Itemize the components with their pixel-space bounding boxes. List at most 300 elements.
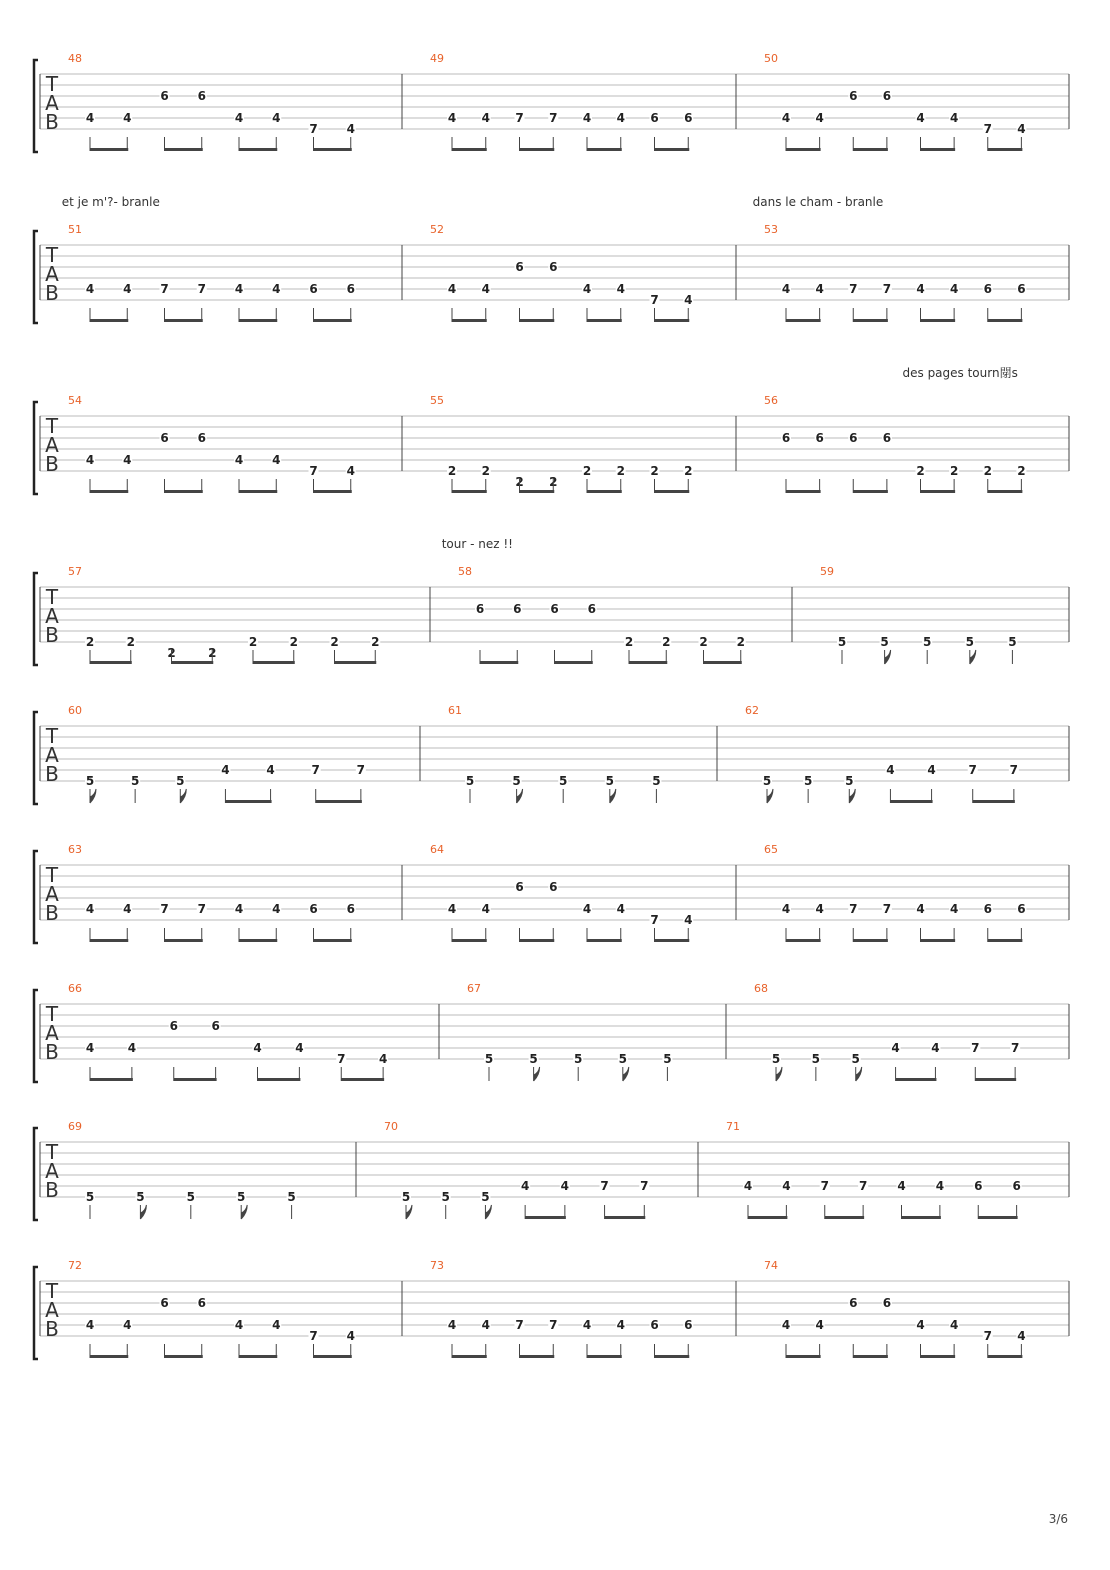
fret-number: 5 xyxy=(837,635,847,649)
fret-number: 5 xyxy=(574,1052,583,1066)
fret-number: 4 xyxy=(815,282,824,296)
tab-clef-letter: A xyxy=(45,743,59,767)
fret-number: 4 xyxy=(234,282,244,296)
fret-number: 2 xyxy=(736,635,745,649)
fret-number: 4 xyxy=(782,1179,791,1193)
fret-number: 4 xyxy=(815,902,824,916)
measure-number: 71 xyxy=(726,1120,740,1133)
note-beam xyxy=(786,148,821,151)
note-beam xyxy=(555,661,593,664)
fret-number: 6 xyxy=(197,1296,206,1310)
measure-number: 64 xyxy=(430,843,444,856)
note-beam xyxy=(605,1216,646,1219)
fret-number: 5 xyxy=(811,1052,821,1066)
fret-number: 7 xyxy=(858,1179,868,1193)
note-beam xyxy=(480,661,518,664)
fret-number: 6 xyxy=(160,89,169,103)
measure-number: 58 xyxy=(458,565,472,578)
fret-number: 4 xyxy=(85,902,95,916)
fret-number: 2 xyxy=(248,635,258,649)
note-beam xyxy=(587,939,622,942)
fret-number: 7 xyxy=(882,282,892,296)
fret-number: 2 xyxy=(85,635,95,649)
measure-number: 60 xyxy=(68,704,82,717)
measure-number: 70 xyxy=(384,1120,398,1133)
note-beam xyxy=(975,1078,1016,1081)
note-flag xyxy=(856,1067,862,1081)
measure xyxy=(726,1120,1022,1219)
measure xyxy=(430,1259,693,1358)
note-beam xyxy=(239,319,277,322)
note-beam xyxy=(655,939,690,942)
fret-number: 6 xyxy=(513,602,522,616)
fret-number: 4 xyxy=(582,1318,592,1332)
fret-number: 4 xyxy=(272,453,281,467)
measure xyxy=(68,565,380,664)
fret-number: 7 xyxy=(971,1041,980,1055)
fret-number: 4 xyxy=(346,464,355,478)
note-beam xyxy=(90,319,128,322)
note-beam xyxy=(520,148,555,151)
fret-number: 4 xyxy=(949,111,959,125)
note-beam xyxy=(520,490,555,493)
note-beam xyxy=(314,1355,352,1358)
fret-number: 5 xyxy=(605,774,614,788)
fret-number: 7 xyxy=(160,282,169,296)
fret-number: 2 xyxy=(662,635,671,649)
note-beam xyxy=(655,319,690,322)
note-beam xyxy=(165,939,203,942)
note-beam xyxy=(853,1355,888,1358)
fret-number: 4 xyxy=(234,902,244,916)
fret-number: 4 xyxy=(897,1179,906,1193)
fret-number: 4 xyxy=(916,1318,925,1332)
note-beam xyxy=(587,490,622,493)
fret-number: 6 xyxy=(211,1019,220,1033)
measure-number: 69 xyxy=(68,1120,82,1133)
note-beam xyxy=(314,490,352,493)
tab-system xyxy=(34,1259,1069,1359)
fret-number: 6 xyxy=(475,602,485,616)
fret-number: 6 xyxy=(983,902,992,916)
fret-number: 6 xyxy=(550,602,559,616)
fret-number: 6 xyxy=(1012,1179,1021,1193)
fret-number: 4 xyxy=(123,111,132,125)
measure xyxy=(68,394,356,493)
fret-number: 6 xyxy=(684,1318,693,1332)
measure xyxy=(430,843,693,942)
fret-number: 4 xyxy=(781,282,791,296)
note-beam xyxy=(520,939,555,942)
measure-number: 74 xyxy=(764,1259,778,1272)
system-bracket xyxy=(34,851,38,943)
measure-number: 52 xyxy=(430,223,444,236)
fret-number: 2 xyxy=(616,464,625,478)
fret-number: 4 xyxy=(123,1318,132,1332)
fret-number: 5 xyxy=(880,635,889,649)
fret-number: 5 xyxy=(652,774,661,788)
fret-number: 4 xyxy=(481,902,490,916)
note-flag xyxy=(241,1205,247,1219)
fret-number: 4 xyxy=(85,282,95,296)
fret-number: 4 xyxy=(481,111,490,125)
measure-number: 66 xyxy=(68,982,82,995)
tab-system xyxy=(34,982,1069,1082)
fret-number: 4 xyxy=(1017,1329,1026,1343)
note-beam xyxy=(748,1216,787,1219)
fret-number: 5 xyxy=(663,1052,672,1066)
fret-number: 7 xyxy=(882,902,892,916)
fret-number: 6 xyxy=(882,431,892,445)
note-beam xyxy=(704,661,742,664)
note-beam xyxy=(314,148,352,151)
system-bracket xyxy=(34,402,38,494)
measure-number: 68 xyxy=(754,982,768,995)
fret-number: 5 xyxy=(965,635,974,649)
note-beam xyxy=(452,1355,487,1358)
fret-number: 5 xyxy=(512,774,521,788)
fret-number: 4 xyxy=(935,1179,945,1193)
note-flag xyxy=(776,1067,782,1081)
measure-number: 72 xyxy=(68,1259,82,1272)
fret-number: 6 xyxy=(549,880,558,894)
fret-number: 6 xyxy=(197,431,206,445)
note-beam xyxy=(988,148,1023,151)
fret-number: 4 xyxy=(949,1318,959,1332)
measure xyxy=(764,223,1026,322)
fret-number: 4 xyxy=(272,902,281,916)
measure xyxy=(68,843,356,942)
fret-number: 5 xyxy=(803,774,813,788)
fret-number: 4 xyxy=(234,111,244,125)
tab-clef-letter: T xyxy=(45,1140,59,1164)
note-flag xyxy=(610,789,616,803)
fret-number: 2 xyxy=(624,635,634,649)
tab-system xyxy=(34,537,1069,665)
note-beam xyxy=(165,1355,203,1358)
fret-number: 4 xyxy=(616,1318,625,1332)
fret-number: 4 xyxy=(234,1318,244,1332)
fret-number: 6 xyxy=(781,431,791,445)
measure-number: 49 xyxy=(430,52,444,65)
note-beam xyxy=(921,319,956,322)
measure-number: 51 xyxy=(68,223,82,236)
measure xyxy=(754,982,1020,1081)
system-bracket xyxy=(34,1267,38,1359)
fret-number: 6 xyxy=(346,902,355,916)
fret-number: 4 xyxy=(949,902,959,916)
note-beam xyxy=(90,1078,133,1081)
fret-number: 2 xyxy=(481,464,490,478)
note-beam xyxy=(853,939,888,942)
measure xyxy=(68,704,366,803)
note-beam xyxy=(853,148,888,151)
system-bracket xyxy=(34,231,38,323)
fret-number: 7 xyxy=(849,902,858,916)
fret-number: 4 xyxy=(346,1329,355,1343)
fret-number: 5 xyxy=(441,1190,450,1204)
system-bracket xyxy=(34,60,38,152)
measure xyxy=(430,52,693,151)
note-beam xyxy=(853,490,888,493)
fret-number: 2 xyxy=(699,635,708,649)
note-beam xyxy=(825,1216,864,1219)
fret-number: 4 xyxy=(781,1318,791,1332)
fret-number: 4 xyxy=(346,122,355,136)
note-beam xyxy=(890,800,932,803)
note-beam xyxy=(978,1216,1017,1219)
note-beam xyxy=(655,148,690,151)
fret-number: 4 xyxy=(123,282,132,296)
page-number: 3/6 xyxy=(1048,1512,1068,1526)
note-beam xyxy=(335,661,377,664)
note-flag xyxy=(885,650,891,664)
note-flag xyxy=(140,1205,146,1219)
system-bracket xyxy=(34,712,38,804)
note-beam xyxy=(786,490,821,493)
fret-number: 2 xyxy=(167,646,176,660)
tab-clef-letter: B xyxy=(45,281,59,305)
note-beam xyxy=(452,148,487,151)
lyric-text: tour - nez !! xyxy=(441,537,513,551)
fret-number: 4 xyxy=(272,1318,281,1332)
fret-number: 5 xyxy=(176,774,185,788)
note-beam xyxy=(786,319,821,322)
measure xyxy=(764,394,1026,493)
note-beam xyxy=(314,319,352,322)
fret-number: 4 xyxy=(1017,122,1026,136)
note-beam xyxy=(90,148,128,151)
tab-clef-letter: B xyxy=(45,110,59,134)
note-beam xyxy=(90,661,132,664)
fret-number: 6 xyxy=(650,111,659,125)
measure-number: 56 xyxy=(764,394,778,407)
note-beam xyxy=(239,1355,277,1358)
fret-number: 4 xyxy=(616,902,625,916)
note-flag xyxy=(485,1205,491,1219)
note-flag xyxy=(623,1067,629,1081)
fret-number: 7 xyxy=(549,1318,558,1332)
fret-number: 7 xyxy=(1009,763,1019,777)
fret-number: 6 xyxy=(515,260,524,274)
fret-number: 4 xyxy=(891,1041,900,1055)
fret-number: 7 xyxy=(311,763,320,777)
tab-clef-letter: B xyxy=(45,901,59,925)
tab-clef-letter: B xyxy=(45,762,59,786)
fret-number: 2 xyxy=(582,464,592,478)
tab-clef-letter: A xyxy=(45,1298,59,1322)
tab-clef-letter: B xyxy=(45,1040,59,1064)
note-beam xyxy=(165,319,203,322)
fret-number: 6 xyxy=(849,1296,858,1310)
fret-number: 4 xyxy=(582,111,592,125)
note-beam xyxy=(341,1078,384,1081)
fret-number: 5 xyxy=(484,1052,494,1066)
measure xyxy=(745,704,1019,803)
fret-number: 4 xyxy=(916,282,925,296)
note-beam xyxy=(316,800,362,803)
fret-number: 4 xyxy=(234,453,244,467)
fret-number: 7 xyxy=(515,1318,524,1332)
note-flag xyxy=(517,789,523,803)
fret-number: 5 xyxy=(85,1190,95,1204)
system-bracket xyxy=(34,990,38,1082)
note-beam xyxy=(165,148,203,151)
tab-clef-letter: A xyxy=(45,882,59,906)
fret-number: 7 xyxy=(160,902,169,916)
fret-number: 7 xyxy=(515,111,524,125)
fret-number: 2 xyxy=(515,475,524,489)
fret-number: 5 xyxy=(851,1052,860,1066)
note-flag xyxy=(406,1205,412,1219)
measure xyxy=(764,843,1026,942)
fret-number: 4 xyxy=(560,1179,570,1193)
fret-number: 5 xyxy=(186,1190,195,1204)
note-beam xyxy=(172,661,214,664)
measure-number: 53 xyxy=(764,223,778,236)
lyric-text: dans le cham - branle xyxy=(752,195,884,209)
fret-number: 4 xyxy=(272,111,281,125)
fret-number: 2 xyxy=(916,464,925,478)
fret-number: 4 xyxy=(221,763,230,777)
note-beam xyxy=(174,1078,217,1081)
fret-number: 4 xyxy=(616,111,625,125)
fret-number: 4 xyxy=(815,111,824,125)
fret-number: 4 xyxy=(123,902,132,916)
tab-clef-letter: T xyxy=(45,414,59,438)
fret-number: 6 xyxy=(309,902,318,916)
fret-number: 5 xyxy=(771,1052,781,1066)
measure xyxy=(467,982,672,1081)
fret-number: 6 xyxy=(160,431,169,445)
fret-number: 5 xyxy=(559,774,568,788)
fret-number: 4 xyxy=(520,1179,530,1193)
measure-number: 62 xyxy=(745,704,759,717)
fret-number: 4 xyxy=(253,1041,262,1055)
fret-number: 5 xyxy=(845,774,854,788)
note-beam xyxy=(988,490,1023,493)
tab-system xyxy=(34,1120,1069,1220)
fret-number: 5 xyxy=(481,1190,490,1204)
fret-number: 5 xyxy=(762,774,772,788)
measure-number: 65 xyxy=(764,843,778,856)
fret-number: 5 xyxy=(618,1052,627,1066)
note-beam xyxy=(988,319,1023,322)
fret-number: 4 xyxy=(781,111,791,125)
fret-number: 4 xyxy=(582,282,592,296)
measure xyxy=(458,565,746,664)
fret-number: 6 xyxy=(309,282,318,296)
fret-number: 2 xyxy=(126,635,135,649)
fret-number: 7 xyxy=(650,913,659,927)
note-beam xyxy=(239,490,277,493)
fret-number: 6 xyxy=(1017,282,1026,296)
fret-number: 2 xyxy=(684,464,693,478)
tab-clef-letter: A xyxy=(45,262,59,286)
note-beam xyxy=(452,939,487,942)
note-flag xyxy=(767,789,773,803)
fret-number: 6 xyxy=(160,1296,169,1310)
note-flag xyxy=(534,1067,540,1081)
note-beam xyxy=(921,490,956,493)
note-beam xyxy=(258,1078,301,1081)
tab-system xyxy=(34,52,1069,152)
fret-number: 6 xyxy=(684,111,693,125)
tab-clef-letter: A xyxy=(45,91,59,115)
note-beam xyxy=(225,800,271,803)
fret-number: 4 xyxy=(447,111,457,125)
fret-number: 2 xyxy=(330,635,339,649)
note-beam xyxy=(921,939,956,942)
fret-number: 6 xyxy=(882,1296,892,1310)
fret-number: 7 xyxy=(849,282,858,296)
note-beam xyxy=(921,148,956,151)
note-beam xyxy=(90,490,128,493)
note-beam xyxy=(587,319,622,322)
fret-number: 7 xyxy=(820,1179,829,1193)
measure xyxy=(764,52,1026,151)
fret-number: 7 xyxy=(549,111,558,125)
fret-number: 5 xyxy=(923,635,932,649)
system-bracket xyxy=(34,573,38,665)
lyric-text: et je m'?- branle xyxy=(61,195,160,209)
note-beam xyxy=(520,319,555,322)
fret-number: 7 xyxy=(309,122,318,136)
measure-number: 63 xyxy=(68,843,82,856)
fret-number: 6 xyxy=(815,431,824,445)
tab-clef-letter: B xyxy=(45,1317,59,1341)
fret-number: 4 xyxy=(781,902,791,916)
tab-system xyxy=(34,843,1069,943)
note-beam xyxy=(988,939,1023,942)
measure-number: 54 xyxy=(68,394,82,407)
note-beam xyxy=(452,319,487,322)
tab-system xyxy=(34,704,1069,804)
measure xyxy=(68,1120,297,1219)
fret-number: 6 xyxy=(849,431,858,445)
fret-number: 4 xyxy=(886,763,895,777)
fret-number: 4 xyxy=(266,763,275,777)
tab-clef-letter: B xyxy=(45,1178,59,1202)
fret-number: 4 xyxy=(85,1318,95,1332)
measure-number: 57 xyxy=(68,565,82,578)
note-beam xyxy=(587,1355,622,1358)
fret-number: 4 xyxy=(582,902,592,916)
fret-number: 4 xyxy=(85,111,95,125)
fret-number: 6 xyxy=(169,1019,178,1033)
note-beam xyxy=(921,1355,956,1358)
fret-number: 2 xyxy=(1017,464,1026,478)
measure xyxy=(764,1259,1026,1358)
note-flag xyxy=(970,650,976,664)
measure-number: 73 xyxy=(430,1259,444,1272)
note-beam xyxy=(520,1355,555,1358)
fret-number: 7 xyxy=(983,122,992,136)
fret-number: 4 xyxy=(616,282,625,296)
fret-number: 6 xyxy=(983,282,992,296)
note-beam xyxy=(896,1078,937,1081)
note-beam xyxy=(655,490,690,493)
fret-number: 7 xyxy=(650,293,659,307)
measure-number: 50 xyxy=(764,52,778,65)
note-beam xyxy=(853,319,888,322)
fret-number: 6 xyxy=(549,260,558,274)
note-beam xyxy=(988,1355,1023,1358)
tab-system xyxy=(34,195,1069,323)
measure xyxy=(448,704,661,803)
fret-number: 5 xyxy=(1008,635,1017,649)
fret-number: 2 xyxy=(208,646,217,660)
